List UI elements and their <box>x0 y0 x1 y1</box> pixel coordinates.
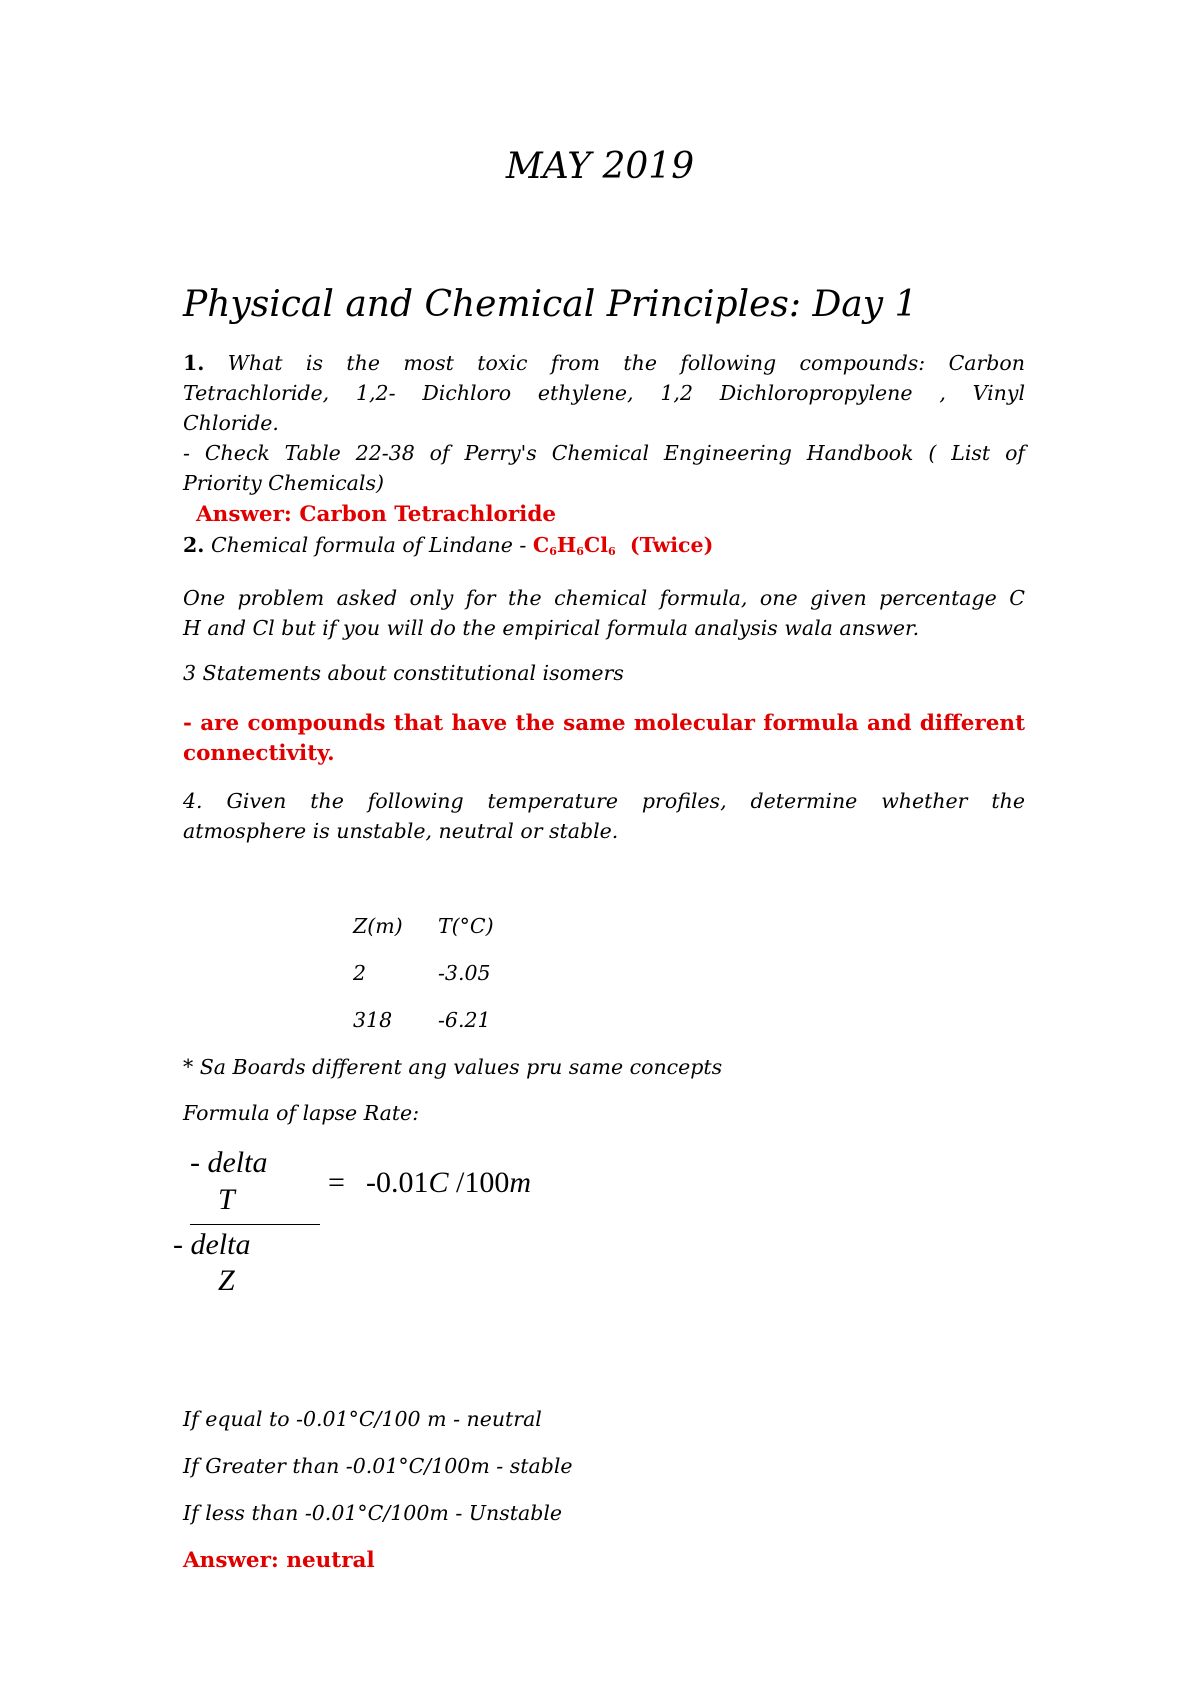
question-3-answer-1: - are compounds that have the same molecular formula and different <box>183 711 1025 736</box>
fraction-bar <box>190 1224 320 1225</box>
table-row-2-t: -6.21 <box>438 1008 491 1032</box>
question-4-answer: Answer: neutral <box>183 1548 375 1573</box>
rule-stable: If Greater than -0.01°C/100m - stable <box>183 1454 573 1478</box>
question-2-note-1: One problem asked only for the chemical formula, one given percentage C <box>183 586 1025 610</box>
question-1-line-2: Tetrachloride, 1,2- Dichloro ethylene, 1,2 Dichloropropylene , Vinyl <box>183 381 1025 405</box>
question-3-answer <box>183 709 1025 769</box>
formula-numerator-line-1: - delta <box>190 1146 268 1179</box>
table-row-1-t: -3.05 <box>438 961 491 985</box>
table-row-2-z: 318 <box>353 1008 393 1032</box>
question-1-note-2: Priority Chemicals) <box>183 471 384 495</box>
formula-equals: = <box>328 1166 345 1199</box>
question-4-line-1: 4. Given the following temperature profiles, determine whether the <box>183 789 1025 813</box>
question-1-line-3: Chloride. <box>183 411 279 435</box>
question-2 <box>183 533 713 558</box>
question-3-text: 3 Statements about constitutional isomers <box>183 661 624 685</box>
question-2-text: Chemical formula of Lindane - <box>210 533 533 557</box>
boards-note: * Sa Boards different ang values pru same concepts <box>183 1055 723 1079</box>
table-row-1-z: 2 <box>353 961 367 985</box>
question-1-answer: Answer: Carbon Tetrachloride <box>196 502 557 527</box>
question-1 <box>183 348 1025 498</box>
formula-numerator-line-2: T <box>218 1183 235 1216</box>
question-1-note-1: - Check Table 22-38 of Perry's Chemical Engineering Handbook ( List of <box>183 441 1025 465</box>
question-3-answer-2: connectivity. <box>183 741 335 766</box>
section-title: Physical and Chemical Principles: Day 1 <box>183 284 918 325</box>
table-header-z: Z(m) <box>353 914 403 938</box>
question-1-number: 1. <box>183 351 205 375</box>
formula-rhs: -0.01C /100m <box>366 1166 532 1199</box>
table-header-t: T(°C) <box>438 914 494 938</box>
rule-unstable: If less than -0.01°C/100m - Unstable <box>183 1501 563 1525</box>
formula-denominator-line-1: - delta <box>173 1228 251 1261</box>
question-4 <box>183 786 1025 846</box>
formula-label: Formula of lapse Rate: <box>183 1101 420 1125</box>
question-2-note <box>183 583 1025 643</box>
question-4-line-2: atmosphere is unstable, neutral or stable. <box>183 819 619 843</box>
question-2-note-2: H and Cl but if you will do the empirical formula analysis wala answer. <box>183 616 920 640</box>
twice-label: (Twice) <box>629 533 714 557</box>
lindane-formula: $C_6H_6Cl_6$ (Twice) <box>532 533 714 558</box>
question-1-line-1: 1. What is the most toxic from the following compounds: Carbon <box>183 351 1025 375</box>
month-year-heading: MAY 2019 <box>505 146 695 187</box>
rule-neutral: If equal to -0.01°C/100 m - neutral <box>183 1407 542 1431</box>
question-2-number: 2. <box>183 533 205 557</box>
formula-denominator-line-2: Z <box>218 1264 235 1297</box>
